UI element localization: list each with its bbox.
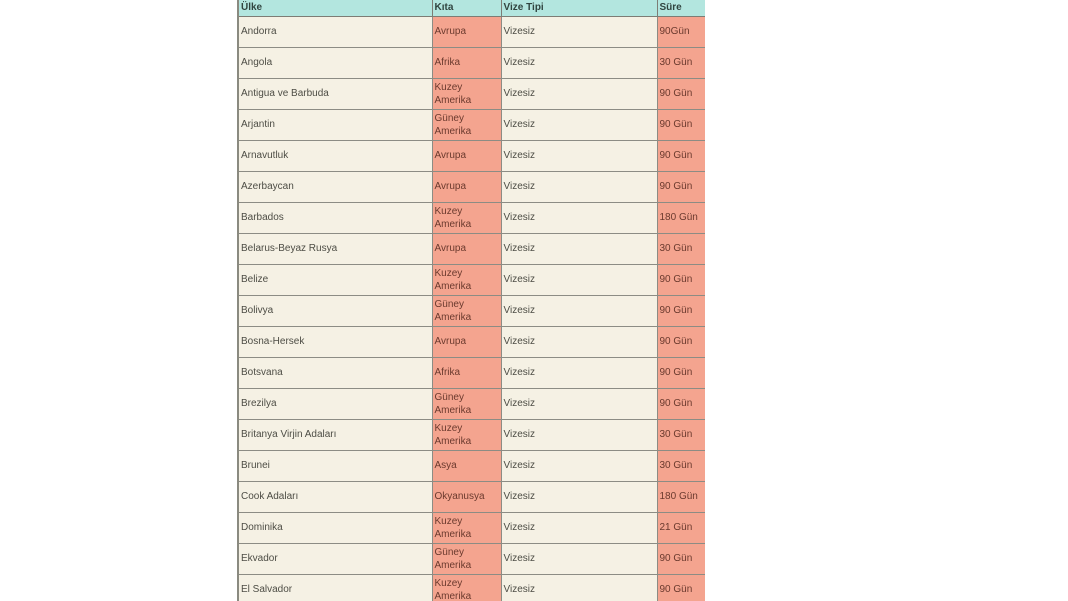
table-row [239,543,705,574]
continent-cell: Güney Amerika [432,295,501,326]
table-row [239,295,705,326]
visa-type-cell: Vizesiz [501,543,657,574]
country-cell: Belize [239,264,432,295]
table-row [239,326,705,357]
table-row [239,16,705,47]
duration-cell: 30 Gün [657,419,705,450]
duration-cell: 90 Gün [657,109,705,140]
country-cell: Antigua ve Barbuda [239,78,432,109]
table-row [239,481,705,512]
duration-cell: 90 Gün [657,574,705,601]
country-cell: Brezilya [239,388,432,419]
visa-type-cell: Vizesiz [501,47,657,78]
duration-cell: 180 Gün [657,202,705,233]
header-duration: Süre [657,0,705,16]
duration-cell: 90 Gün [657,78,705,109]
duration-cell: 30 Gün [657,233,705,264]
continent-cell: Kuzey Amerika [432,264,501,295]
country-cell: Barbados [239,202,432,233]
table-row [239,171,705,202]
country-cell: Angola [239,47,432,78]
continent-cell: Okyanusya [432,481,501,512]
country-cell: Britanya Virjin Adaları [239,419,432,450]
continent-cell: Avrupa [432,171,501,202]
duration-cell: 90 Gün [657,295,705,326]
table-row [239,388,705,419]
continent-cell: Kuzey Amerika [432,78,501,109]
visa-type-cell: Vizesiz [501,264,657,295]
continent-cell: Kuzey Amerika [432,574,501,601]
visa-type-cell: Vizesiz [501,357,657,388]
continent-cell: Güney Amerika [432,109,501,140]
table-row [239,419,705,450]
duration-cell: 90 Gün [657,326,705,357]
duration-cell: 30 Gün [657,47,705,78]
table-row [239,450,705,481]
visa-type-cell: Vizesiz [501,388,657,419]
visa-type-cell: Vizesiz [501,419,657,450]
header-continent: Kıta [432,0,501,16]
continent-cell: Avrupa [432,16,501,47]
duration-cell: 180 Gün [657,481,705,512]
visa-type-cell: Vizesiz [501,295,657,326]
table-body [239,16,705,601]
table-row [239,233,705,264]
duration-cell: 21 Gün [657,512,705,543]
visa-type-cell: Vizesiz [501,78,657,109]
visa-type-cell: Vizesiz [501,202,657,233]
table-row [239,78,705,109]
continent-cell: Afrika [432,357,501,388]
visa-type-cell: Vizesiz [501,450,657,481]
country-cell: Brunei [239,450,432,481]
duration-cell: 90Gün [657,16,705,47]
country-cell: Azerbaycan [239,171,432,202]
country-cell: Arnavutluk [239,140,432,171]
continent-cell: Asya [432,450,501,481]
duration-cell: 90 Gün [657,171,705,202]
country-cell: Botsvana [239,357,432,388]
visa-type-cell: Vizesiz [501,140,657,171]
table-row [239,140,705,171]
table-row [239,357,705,388]
continent-cell: Avrupa [432,233,501,264]
visa-table-container [237,0,705,601]
visa-type-cell: Vizesiz [501,171,657,202]
visa-type-cell: Vizesiz [501,16,657,47]
country-cell: Bosna-Hersek [239,326,432,357]
country-cell: Cook Adaları [239,481,432,512]
continent-cell: Avrupa [432,326,501,357]
country-cell: Ekvador [239,543,432,574]
duration-cell: 90 Gün [657,357,705,388]
country-cell: Andorra [239,16,432,47]
country-cell: Belarus-Beyaz Rusya [239,233,432,264]
visa-type-cell: Vizesiz [501,109,657,140]
table-row [239,264,705,295]
continent-cell: Avrupa [432,140,501,171]
country-cell: El Salvador [239,574,432,601]
country-cell: Bolivya [239,295,432,326]
visa-type-cell: Vizesiz [501,512,657,543]
table-row [239,574,705,601]
visa-type-cell: Vizesiz [501,574,657,601]
duration-cell: 90 Gün [657,264,705,295]
table-header-row [239,0,705,16]
visa-type-cell: Vizesiz [501,481,657,512]
continent-cell: Kuzey Amerika [432,512,501,543]
duration-cell: 90 Gün [657,543,705,574]
visa-free-countries-table [239,0,705,601]
visa-type-cell: Vizesiz [501,233,657,264]
table-row [239,202,705,233]
continent-cell: Afrika [432,47,501,78]
table-row [239,109,705,140]
country-cell: Dominika [239,512,432,543]
continent-cell: Kuzey Amerika [432,202,501,233]
continent-cell: Güney Amerika [432,388,501,419]
continent-cell: Güney Amerika [432,543,501,574]
table-row [239,47,705,78]
country-cell: Arjantin [239,109,432,140]
duration-cell: 90 Gün [657,140,705,171]
header-country: Ülke [239,0,432,16]
duration-cell: 90 Gün [657,388,705,419]
table-row [239,512,705,543]
continent-cell: Kuzey Amerika [432,419,501,450]
duration-cell: 30 Gün [657,450,705,481]
visa-type-cell: Vizesiz [501,326,657,357]
header-visa-type: Vize Tipi [501,0,657,16]
